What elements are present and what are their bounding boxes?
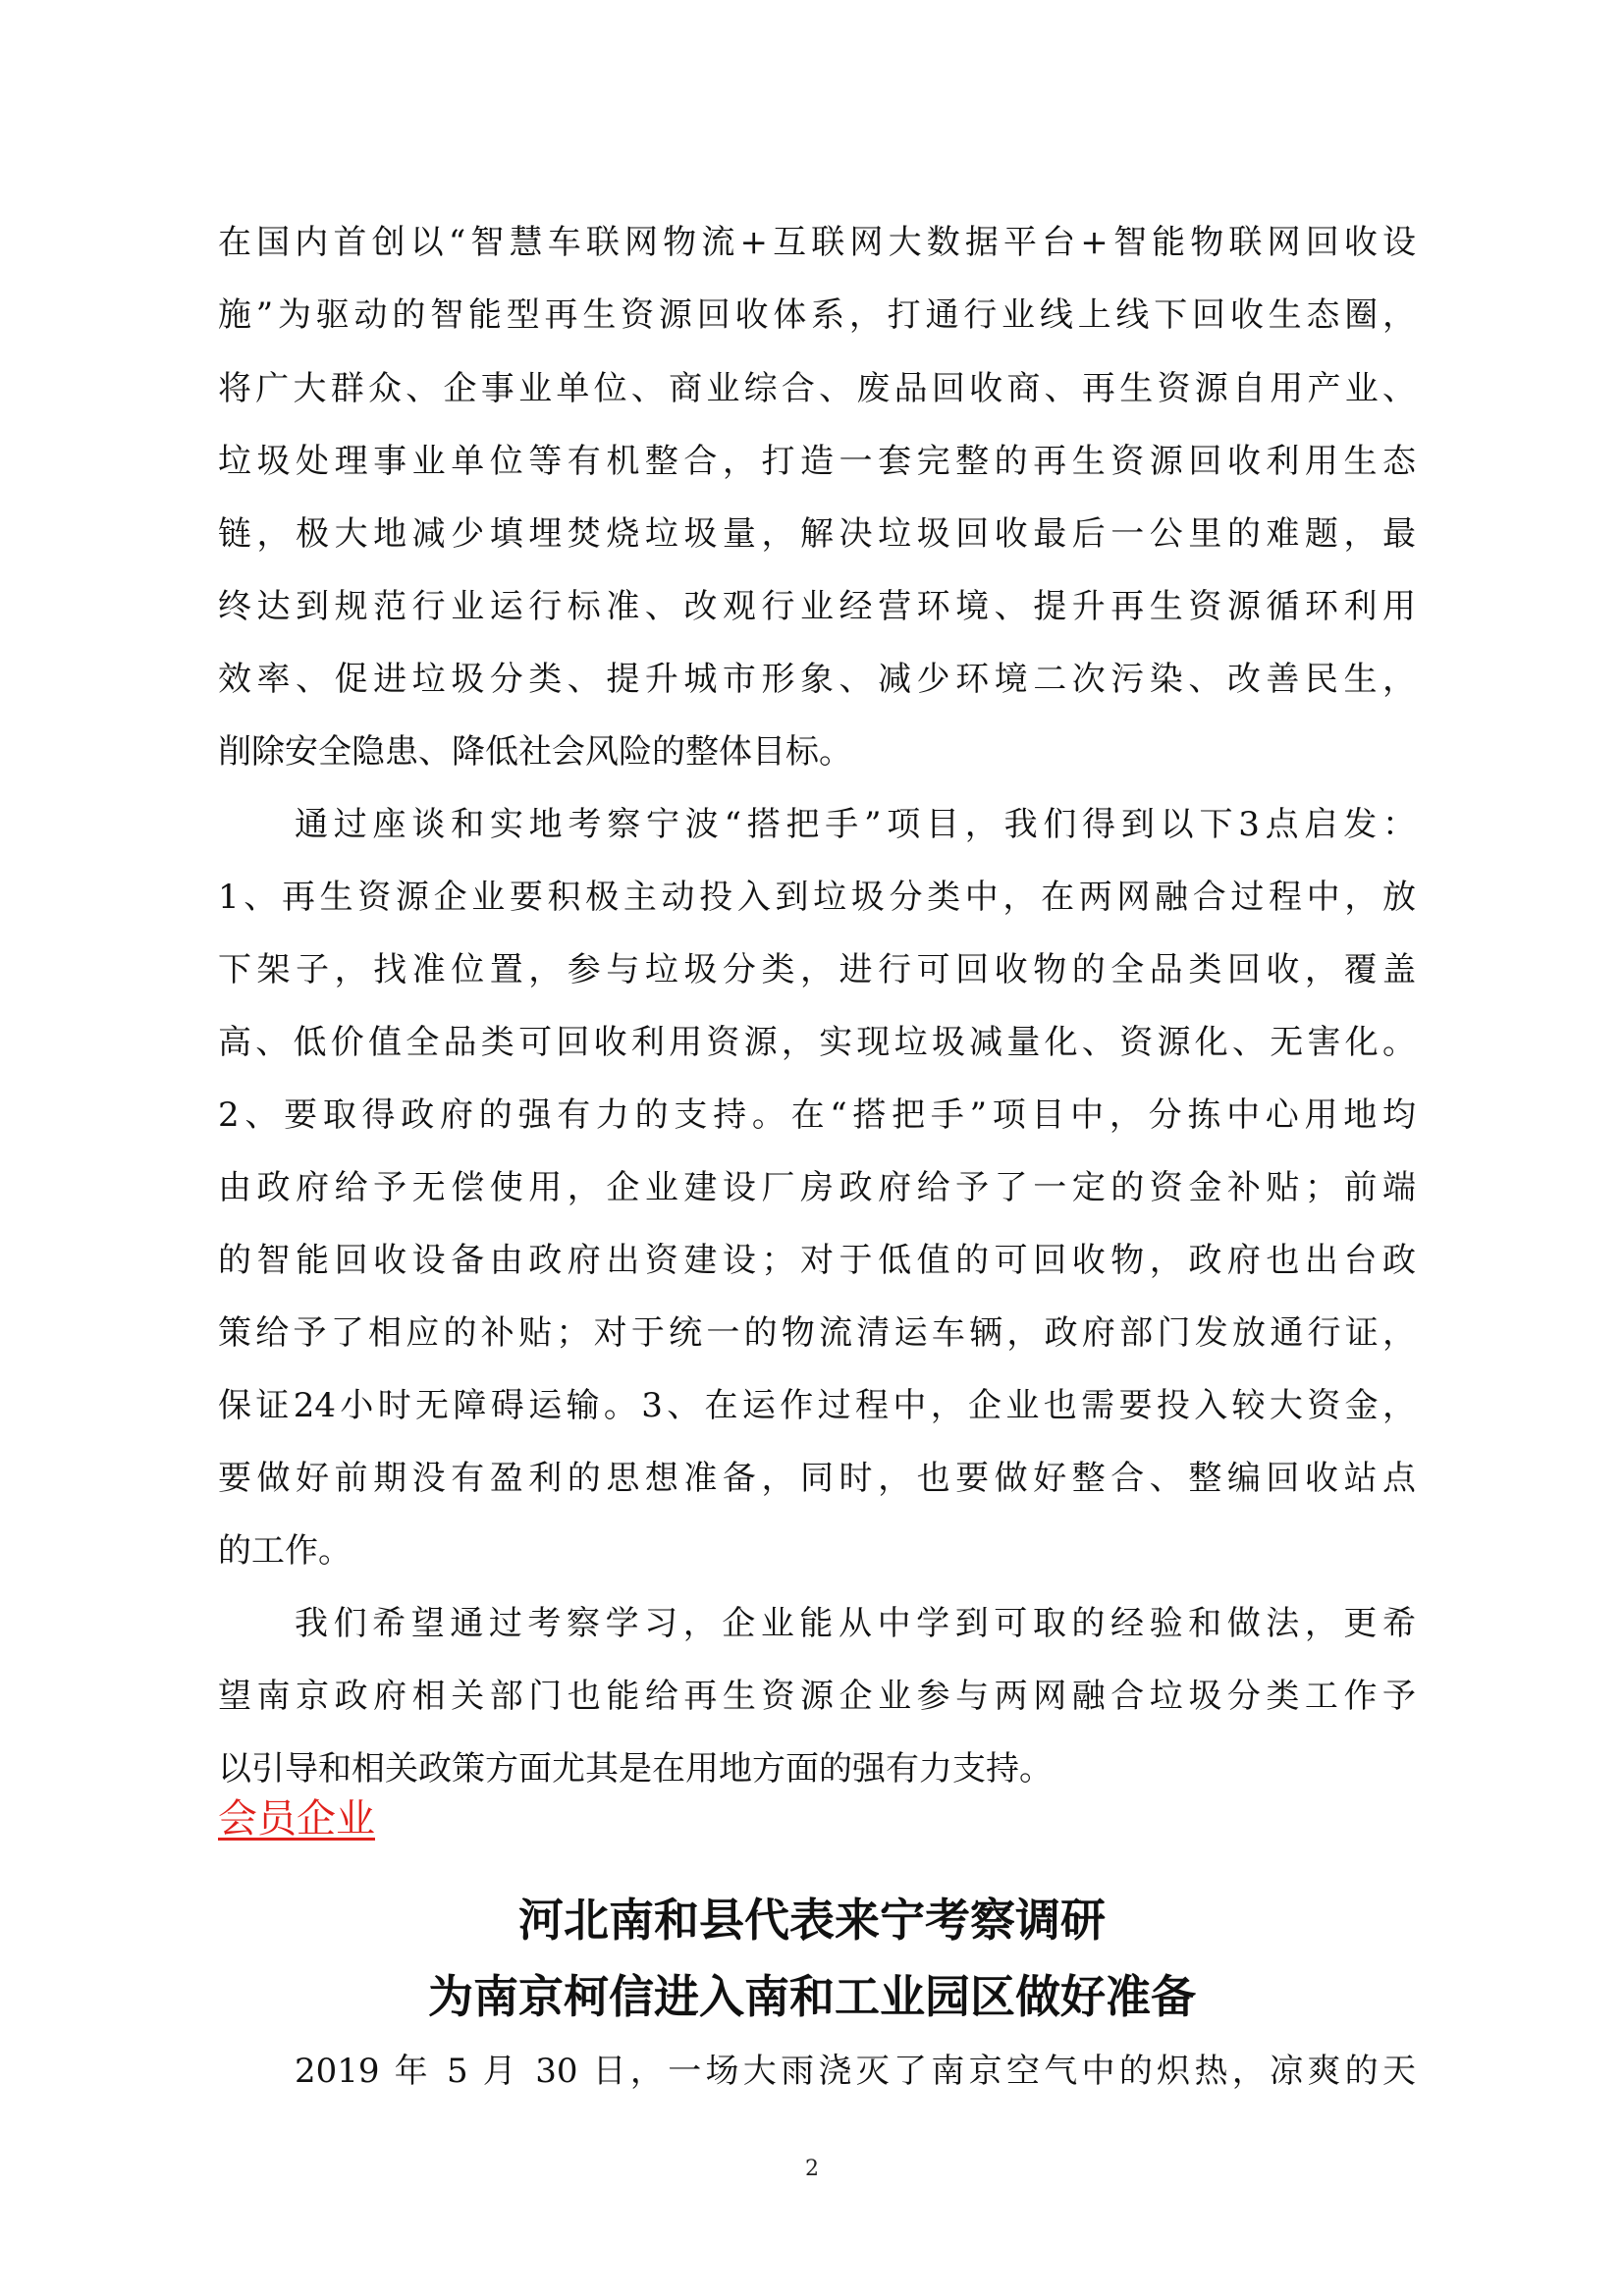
text-line: 的智能回收设备由政府出资建设；对于低值的可回收物，政府也出台政 bbox=[218, 1241, 1416, 1280]
text-line: 保证24小时无障碍运输。3、在运作过程中，企业也需要投入较大资金， bbox=[218, 1386, 1416, 1425]
text-line: 下架子，找准位置，参与垃圾分类，进行可回收物的全品类回收，覆盖 bbox=[218, 950, 1416, 989]
text-line: 终达到规范行业运行标准、改观行业经营环境、提升再生资源循环利用 bbox=[218, 587, 1416, 626]
text-line: 效率、促进垃圾分类、提升城市形象、减少环境二次污染、改善民生， bbox=[218, 660, 1416, 699]
section-tag: 会员企业 bbox=[218, 1796, 375, 1842]
text-line: 由政府给予无偿使用，企业建设厂房政府给予了一定的资金补贴；前端 bbox=[218, 1168, 1416, 1207]
text-line: 的工作。 bbox=[218, 1531, 352, 1571]
text-line: 高、低价值全品类可回收利用资源，实现垃圾减量化、资源化、无害化。 bbox=[218, 1023, 1416, 1062]
text-line: 2、要取得政府的强有力的支持。在“搭把手”项目中，分拣中心用地均 bbox=[218, 1095, 1416, 1135]
text-line: 垃圾处理事业单位等有机整合，打造一套完整的再生资源回收利用生态 bbox=[218, 442, 1416, 481]
article-title-line-2: 为南京柯信进入南和工业园区做好准备 bbox=[428, 1970, 1196, 2023]
page-number: 2 bbox=[805, 2157, 819, 2181]
text-line: 在国内首创以“智慧车联网物流+互联网大数据平台+智能物联网回收设 bbox=[218, 223, 1416, 262]
text-line: 将广大群众、企事业单位、商业综合、废品回收商、再生资源自用产业、 bbox=[218, 369, 1416, 408]
text-line: 以引导和相关政策方面尤其是在用地方面的强有力支持。 bbox=[218, 1749, 1053, 1789]
text-line: 1、再生资源企业要积极主动投入到垃圾分类中，在两网融合过程中，放 bbox=[218, 878, 1416, 917]
text-line: 要做好前期没有盈利的思想准备，同时，也要做好整合、整编回收站点 bbox=[218, 1459, 1416, 1498]
article-first-line: 2019 年 5 月 30 日，一场大雨浇灭了南京空气中的炽热，凉爽的天 bbox=[295, 2052, 1416, 2091]
text-line: 施”为驱动的智能型再生资源回收体系，打通行业线上线下回收生态圈， bbox=[218, 295, 1416, 335]
text-line: 我们希望通过考察学习，企业能从中学到可取的经验和做法，更希 bbox=[295, 1604, 1416, 1643]
text-line: 削除安全隐患、降低社会风险的整体目标。 bbox=[218, 732, 852, 772]
article-title-line-1: 河北南和县代表来宁考察调研 bbox=[518, 1894, 1106, 1947]
text-line: 望南京政府相关部门也能给再生资源企业参与两网融合垃圾分类工作予 bbox=[218, 1677, 1416, 1716]
text-line: 策给予了相应的补贴；对于统一的物流清运车辆，政府部门发放通行证， bbox=[218, 1313, 1416, 1353]
text-line: 通过座谈和实地考察宁波“搭把手”项目，我们得到以下3点启发： bbox=[295, 805, 1416, 844]
text-line: 链，极大地减少填埋焚烧垃圾量，解决垃圾回收最后一公里的难题，最 bbox=[218, 514, 1416, 554]
